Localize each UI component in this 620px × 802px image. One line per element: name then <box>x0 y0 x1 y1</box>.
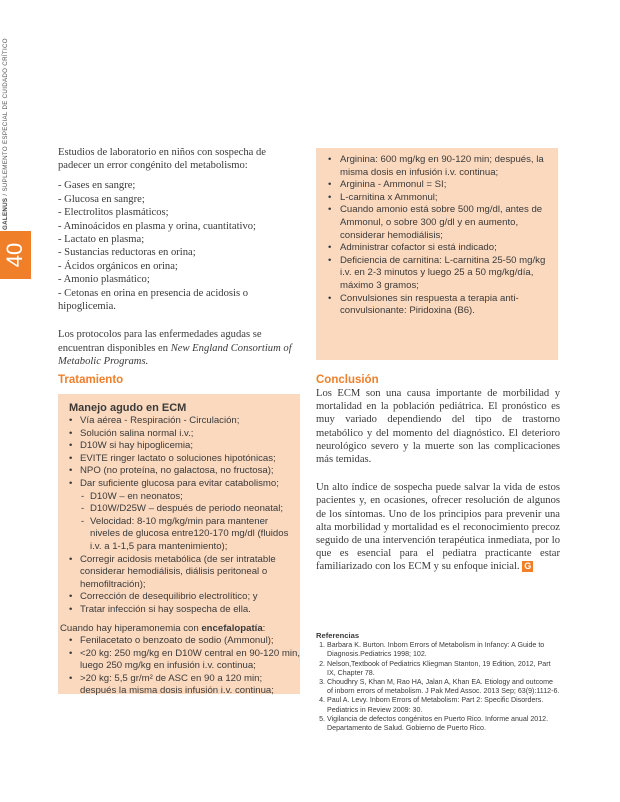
continued-item: • Arginina - Ammonul = SI; <box>324 179 552 192</box>
management-item <box>58 478 300 554</box>
journal-name: GALENUS <box>2 197 9 230</box>
glucose-subitem: - D10W – en neonatos; <box>80 491 300 504</box>
references-list <box>316 641 560 733</box>
reference-item: 3. Choudhry S, Khan M, Rao HA, Jalan A, Khan EA. Etiology and outcome of inborn errors of metabolism. J Pak Med Assoc. 2013 Sep; 63(9):1112-6. <box>327 678 560 696</box>
conclusion-text: Un alto índice de sospecha puede salvar la vida de estos pacientes y, en ocasiones, ofrecer resolución de algunos de los síntomas. Uno de los principios para prevenir una alta morbilidad y mortalidad es el reconocimiento precoz seguido de una intervención terapéutica inmediata, por lo que es esencial para el pediatra practicante estar familiarizado con los ECM y su enfoque inicial. <box>316 482 560 573</box>
lab-item: - Glucosa en sangre; <box>58 193 145 205</box>
protocols-source: New England Consortium of Metabolic Programs. <box>58 342 292 368</box>
management-item-text: Dar suficiente glucosa para evitar catabolismo; <box>80 477 279 489</box>
lab-intro: Estudios de laboratorio en niños con sospecha de padecer un error congénito del metabolismo: <box>58 147 267 172</box>
lab-item: - Gases en sangre; <box>58 180 136 192</box>
continued-item: • Convulsiones sin respuesta a terapia anti-convulsionante: Piridoxina (B6). <box>324 293 552 318</box>
lab-list <box>58 179 300 313</box>
management-item: • Corrección de desequilibrio electrolítico; y <box>58 591 300 604</box>
conclusion-heading: Conclusión <box>316 374 379 386</box>
glucose-subitem: - D10W/D25W – después de periodo neonatal; <box>80 503 300 516</box>
hyperammonemia-list <box>58 635 300 698</box>
continued-item: • Cuando amonio está sobre 500 mg/dl, antes de Ammonul, o sobre 300 g/dl y en aumento, considerar hemodiálisis; <box>324 204 552 242</box>
end-mark-icon: G <box>524 561 532 572</box>
glucose-sublist <box>80 491 300 554</box>
management-item: • EVITE ringer lactato o soluciones hipotónicas; <box>58 453 300 466</box>
acute-management-box <box>58 394 300 697</box>
hyper-text: Cuando hay hiperamonemia con <box>60 622 202 634</box>
conclusion-body <box>316 387 560 589</box>
reference-item: 2. Nelson,Textbook of Pediatrics Kliegman Stanton, 19 Edition, 2012, Part IX, Chapter 78. <box>327 660 560 678</box>
lab-item: - Sustancias reductoras en orina; <box>58 247 196 259</box>
tratamiento-heading: Tratamiento <box>58 374 124 386</box>
box-title: Manejo agudo en ECM <box>69 402 187 414</box>
reference-item: 4. Paul A. Levy. Inborn Errors of Metabolism: Part 2: Specific Disorders. Pediatrics in Review 2009: 30. <box>327 696 560 714</box>
lab-item: - Electrolitos plasmáticos; <box>58 207 169 219</box>
hyper-item: • <20 kg: 250 mg/kg en D10W central en 90-120 min, luego 250 mg/kg en infusión i.v. continua; <box>58 648 300 673</box>
management-item: • NPO (no proteína, no galactosa, no fructosa); <box>58 465 300 478</box>
reference-item: 5. Vigilancia de defectos congénitos en Puerto Rico. Informe anual 2012. Departamento de Salud. Gobierno de Puerto Rico. <box>327 715 560 733</box>
supplement-name: SUPLEMENTO ESPECIAL DE CUIDADO CRÍTICO <box>2 38 9 192</box>
continued-item: • Deficiencia de carnitina: L-carnitina 25-50 mg/kg i.v. en 2-3 minutos y luego 25 a 50 mg/kg/día, máximo 3 gramos; <box>324 255 552 293</box>
continued-item: • Arginina: 600 mg/kg en 90-120 min; después, la misma dosis en infusión i.v. continua; <box>324 154 552 179</box>
lab-item: - Aminoácidos en plasma y orina, cuantitativo; <box>58 220 256 232</box>
hyperammonemia-intro <box>58 623 300 636</box>
management-item: • D10W si hay hipoglicemia; <box>58 440 300 453</box>
lab-item: - Cetonas en orina en presencia de acidosis o hipoglicemia. <box>58 287 249 313</box>
lab-item: - Lactato en plasma; <box>58 234 145 246</box>
protocols-text: Los protocolos para las enfermedades agudas se encuentran disponibles en <box>58 329 262 354</box>
continued-management-box <box>316 148 558 360</box>
references-title: Referencias <box>316 631 360 640</box>
lab-item: - Amonio plasmático; <box>58 274 150 286</box>
running-head-separator: / <box>2 193 9 196</box>
hyper-bold: encefalopatía <box>201 622 263 634</box>
page-number: 40 <box>2 242 28 268</box>
continued-list <box>324 154 552 318</box>
continued-item: • L-carnitina x Ammonul; <box>324 192 552 205</box>
hyper-item: • Fenilacetato o benzoato de sodio (Ammonul); <box>58 635 300 648</box>
reference-item: 1. Barbara K. Burton. Inborn Errors of Metabolism in Infancy: A Guide to Diagnosis.Pediatrics 1998; 102. <box>327 641 560 659</box>
hyper-item: • >20 kg: 5,5 gr/m² de ASC en 90 a 120 min; después la misma dosis infusión i.v. continua; <box>58 673 300 698</box>
page-number-tab <box>0 231 31 279</box>
protocols-paragraph <box>58 328 300 368</box>
left-column <box>58 146 300 368</box>
continued-item: • Administrar cofactor si está indicado; <box>324 242 552 255</box>
management-list <box>58 415 300 617</box>
lab-item: - Ácidos orgánicos en orina; <box>58 260 178 272</box>
hyper-colon: : <box>262 622 266 634</box>
management-item: • Solución salina normal i.v.; <box>58 428 300 441</box>
conclusion-paragraph: Los ECM son una causa importante de morbilidad y mortalidad en la población pediátrica. El pronóstico es muy variado dependiendo del tipo de trastorno metabólico y del momento del diagnóstico. El deterioro neurológico severo y la muerte son las complicaciones más temidas. <box>316 388 560 466</box>
management-item: • Vía aérea - Respiración - Circulación; <box>58 415 300 428</box>
management-item: • Tratar infección si hay sospecha de ella. <box>58 604 300 617</box>
glucose-subitem: - Velocidad: 8-10 mg/kg/min para mantener niveles de glucosa entre120-170 mg/dl (fluidos i.v. a 1-1,5 para mantenimiento); <box>80 516 300 554</box>
management-item: • Corregir acidosis metabólica (de ser intratable considerar hemodiálisis, diálisis peritoneal o hemofiltración); <box>58 554 300 592</box>
conclusion-paragraph <box>316 481 560 573</box>
references <box>316 631 560 733</box>
